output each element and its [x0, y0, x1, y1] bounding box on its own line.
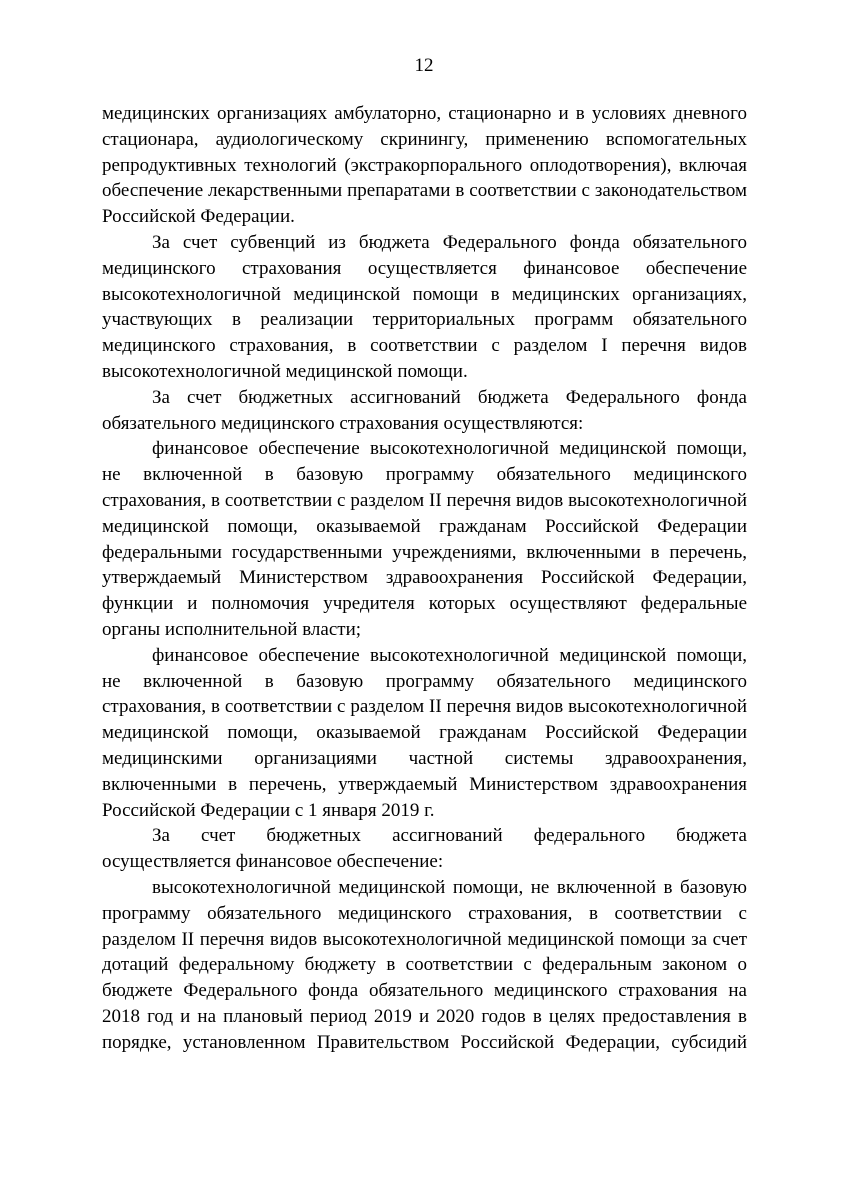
page-number: 12 — [414, 55, 434, 76]
body-text — [102, 101, 747, 1055]
paragraph-continuation: медицинских организациях амбулаторно, стационарно и в условиях дневного стационара, аудиологическому скринингу, применению вспомогательных репродуктивных технологий (экстракорпорального оплодотворения), включая обеспечение лекарственными препаратами в соответствии с законодательством Российской Федерации. — [102, 103, 747, 228]
paragraph-federal-budget: За счет бюджетных ассигнований федерального бюджета осуществляется финансовое обеспечение: — [102, 825, 747, 873]
paragraph-federal-institutions: финансовое обеспечение высокотехнологичной медицинской помощи, не включенной в базовую программу обязательного медицинского страхования, в соответствии с разделом II перечня видов высокотехнологичной медицинской помощи, оказываемой гражданам Российской Федерации федеральными государственными учреждениями, включенными в перечень, утверждаемый Министерством здравоохранения Российской Федерации, функции и полномочия учредителя которых осуществляют федеральные органы исполнительной власти; — [102, 438, 747, 640]
paragraph-ffoms-allocations: За счет бюджетных ассигнований бюджета Федерального фонда обязательного медицинского страхования осуществляются: — [102, 386, 747, 434]
paragraph-private-organizations: финансовое обеспечение высокотехнологичной медицинской помощи, не включенной в базовую программу обязательного медицинского страхования, в соответствии с разделом II перечня видов высокотехнологичной медицинской помощи, оказываемой гражданам Российской Федерации медицинскими организациями частной системы здравоохранения, включенными в перечень, утверждаемый Министерством здравоохранения Российской Федерации с 1 января 2019 г. — [102, 644, 747, 821]
paragraph-high-tech-care: высокотехнологичной медицинской помощи, не включенной в базовую программу обязательного медицинского страхования, в соответствии с разделом II перечня видов высокотехнологичной медицинской помощи за счет дотаций федеральному бюджету в соответствии с федеральным законом о бюджете Федерального фонда обязательного медицинского страхования на 2018 год и на плановый период 2019 и 2020 годов в целях предоставления в порядке, установленном Правительством Российской Федерации, субсидий — [102, 876, 747, 1053]
paragraph-subventions: За счет субвенций из бюджета Федерального фонда обязательного медицинского страхования осуществляется финансовое обеспечение высокотехнологичной медицинской помощи в медицинских организациях, участвующих в реализации территориальных программ обязательного медицинского страхования, в соответствии с разделом I перечня видов высокотехнологичной медицинской помощи. — [102, 231, 747, 382]
